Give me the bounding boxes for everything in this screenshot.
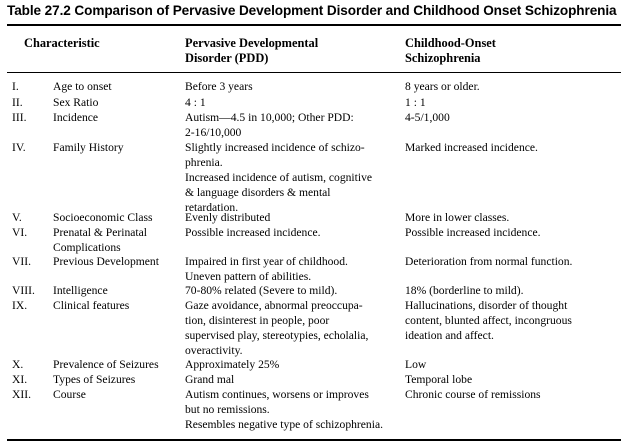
header-pdd <box>185 36 318 66</box>
cos-text: Deterioration from normal function. <box>405 255 573 268</box>
pdd-text: Before 3 years <box>185 80 253 93</box>
pdd-text: supervised play, stereotypies, echolalia, <box>185 329 369 342</box>
cos-text: 8 years or older. <box>405 80 480 93</box>
pdd-text: & language disorders & mental <box>185 186 331 199</box>
pdd-text: Slightly increased incidence of schizo- <box>185 141 365 154</box>
characteristic-text: Clinical features <box>53 299 130 312</box>
header-cos-line1: Childhood-Onset <box>405 36 496 50</box>
cos-text: Hallucinations, disorder of thought <box>405 299 568 312</box>
pdd-text: Approximately 25% <box>185 358 280 371</box>
row-number: III. <box>12 111 27 124</box>
characteristic-text: Complications <box>53 241 121 254</box>
characteristic-text: Age to onset <box>53 80 112 93</box>
header-pdd-line2: Disorder (PDD) <box>185 51 269 65</box>
row-number: II. <box>12 96 23 109</box>
pdd-text: Gaze avoidance, abnormal preoccupa- <box>185 299 363 312</box>
characteristic-text: Previous Development <box>53 255 159 268</box>
row-number: XII. <box>12 388 31 401</box>
cos-text: content, blunted affect, incongruous <box>405 314 572 327</box>
cos-text: Marked increased incidence. <box>405 141 538 154</box>
pdd-text: Impaired in first year of childhood. <box>185 255 348 268</box>
row-number: VIII. <box>12 284 35 297</box>
cos-text: Low <box>405 358 427 371</box>
pdd-text: but no remissions. <box>185 403 270 416</box>
header-characteristic <box>24 36 100 51</box>
pdd-text: Grand mal <box>185 373 235 386</box>
row-number: IV. <box>12 141 26 154</box>
pdd-text: Possible increased incidence. <box>185 226 321 239</box>
row-number: VII. <box>12 255 31 268</box>
characteristic-text: Socioeconomic Class <box>53 211 153 224</box>
characteristic-text: Intelligence <box>53 284 108 297</box>
header-rule <box>7 72 621 73</box>
pdd-text: Resembles negative type of schizophrenia. <box>185 418 383 431</box>
bottom-rule <box>7 439 621 441</box>
pdd-text: retardation. <box>185 201 239 214</box>
pdd-text: Autism continues, worsens or improves <box>185 388 369 401</box>
header-cos-line2: Schizophrenia <box>405 51 481 65</box>
characteristic-text: Prevalence of Seizures <box>53 358 159 371</box>
pdd-text: Increased incidence of autism, cognitive <box>185 171 373 184</box>
row-number: VI. <box>12 226 28 239</box>
pdd-text: Uneven pattern of abilities. <box>185 270 312 283</box>
row-number: V. <box>12 211 22 224</box>
pdd-text: Evenly distributed <box>185 211 271 224</box>
characteristic-text: Incidence <box>53 111 99 124</box>
cos-text: Chronic course of remissions <box>405 388 541 401</box>
characteristic-text: Sex Ratio <box>53 96 99 109</box>
cos-text: Possible increased incidence. <box>405 226 541 239</box>
characteristic-text: Family History <box>53 141 124 154</box>
header-characteristic-label: Characteristic <box>24 36 100 50</box>
table-title: Table 27.2 Comparison of Pervasive Development Disorder and Childhood Onset Schizophrenia <box>7 3 617 18</box>
pdd-text: phrenia. <box>185 156 223 169</box>
characteristic-text: Types of Seizures <box>53 373 136 386</box>
top-rule <box>7 24 621 26</box>
characteristic-text: Prenatal & Perinatal <box>53 226 148 239</box>
row-number: X. <box>12 358 24 371</box>
cos-text: 4-5/1,000 <box>405 111 450 124</box>
cos-text: ideation and affect. <box>405 329 494 342</box>
pdd-text: overactivity. <box>185 344 243 357</box>
header-cos <box>405 36 496 66</box>
pdd-text: 2-16/10,000 <box>185 126 242 139</box>
characteristic-text: Course <box>53 388 86 401</box>
row-number: I. <box>12 80 19 93</box>
cos-text: Temporal lobe <box>405 373 473 386</box>
cos-text: 1 : 1 <box>405 96 426 109</box>
pdd-text: tion, disinterest in people, poor <box>185 314 330 327</box>
header-pdd-line1: Pervasive Developmental <box>185 36 319 50</box>
row-number: XI. <box>12 373 28 386</box>
row-number: IX. <box>12 299 28 312</box>
cos-text: More in lower classes. <box>405 211 510 224</box>
pdd-text: 4 : 1 <box>185 96 206 109</box>
pdd-text: Autism—4.5 in 10,000; Other PDD: <box>185 111 354 124</box>
pdd-text: 70-80% related (Severe to mild). <box>185 284 338 297</box>
cos-text: 18% (borderline to mild). <box>405 284 524 297</box>
